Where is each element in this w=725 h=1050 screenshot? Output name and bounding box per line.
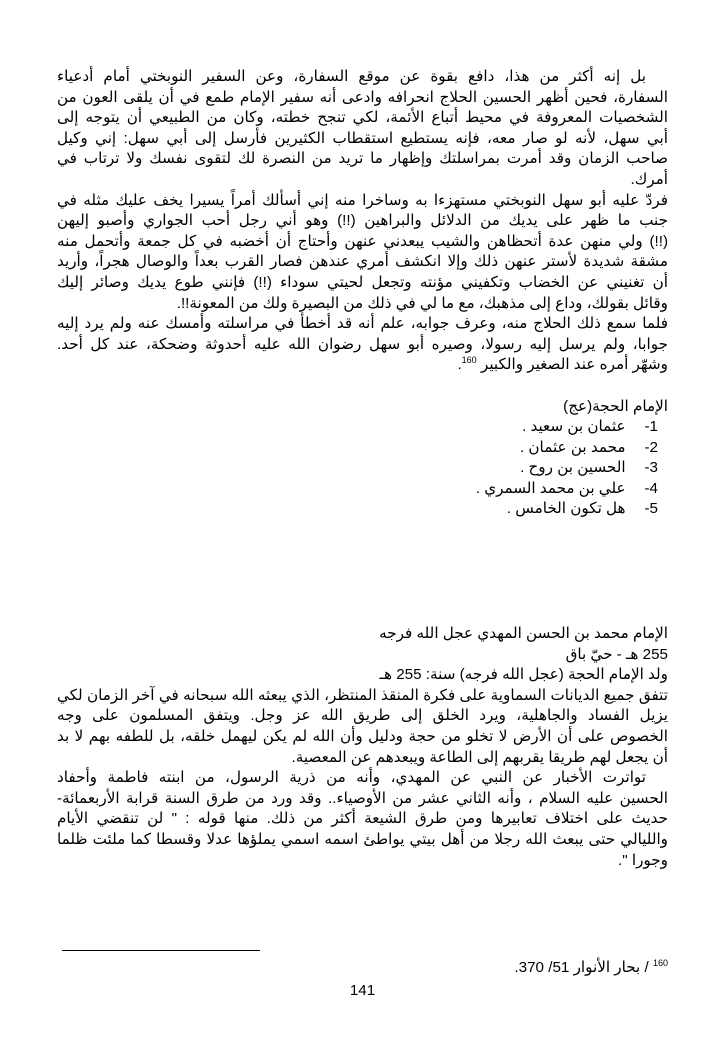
list-text: علي بن محمد السمري .: [475, 479, 626, 497]
list: [57, 417, 668, 520]
list-text: عثمان بن سعيد .: [522, 418, 626, 436]
paragraph-1: [57, 67, 668, 191]
text-line: وقائل بقولك، وداع إلى مذهبك، مع ما لي في ذلك من البصيرة ولك من المعونة!!.: [176, 294, 668, 312]
paragraph-4: [57, 686, 668, 768]
text-line: أمرك.: [630, 170, 668, 188]
text-segment: وشهّر أمره عند الصغير والكبير: [480, 356, 668, 374]
text-line: مشقة شديدة لأستر عنهن ذلك وإلا انكشف أمري عندهن فصار القرب بعداً والوصال هجراً، وأريد: [57, 253, 668, 271]
section-heading: الإمام محمد بن الحسن المهدي عجل الله فرجه: [379, 625, 668, 643]
text-line: والليالي حتى يبعث الله رجلا من أهل بيتي يواطئ اسمه اسمي يملؤها عدلا وقسطا كما ملئت ظلما: [57, 831, 668, 848]
text-line: فردّ عليه أبو سهل النوبختي مستهزءا به وساخرا منه إني أسألك أمراً يسيرا يخف عليك مثله في: [57, 191, 668, 209]
paragraph-2: [57, 191, 668, 315]
text-segment: .: [457, 356, 462, 374]
list-number: -4: [644, 479, 658, 497]
text-line: الشخصيات المعروفة في محيط أتباع الأئمة، لكي تنجح خطته، وكان من الطبيعي أن يتوجه إلى: [57, 109, 668, 127]
text-line: الحسين عليه السلام ، وأنه الثاني عشر من الأوصياء.. وقد ورد من طرق السنة قرابة الأربعمائة-: [57, 789, 668, 807]
list-number: -3: [644, 459, 658, 477]
footnote-reference[interactable]: 160: [461, 355, 477, 366]
text-line: أبي سهل، لأنه لو صار معه، فإنه يستطيع استقطاب الكثيرين فأرسل إلى أبي سهل: إني وكيل: [57, 129, 668, 147]
page-body: [57, 67, 668, 871]
footnote-number: 160: [652, 957, 668, 968]
text-line: أن تغنيني عن الخضاب وتكفيني مؤنته وتجعل لحيتي سوداء (!!) فإنني طوع يديك وصائر إليك: [57, 273, 668, 291]
list-text: الحسين بن روح .: [520, 459, 626, 477]
text-line: الخصوص على أن الأرض لا تخلو من حجة ودليل وأن الله لم يكن ليهمل خلقه، بل للطفه بهم لا بد: [57, 728, 668, 746]
text-line: جوابا، ولم يرسل إليه رسولا، وصيره أبو سهل رضوان الله عليه أحدوثة وضحكة، عند كل أحد.: [57, 335, 668, 353]
list-text: هل تكون الخامس .: [506, 500, 626, 518]
section-header: [57, 624, 668, 686]
text-line: وجورا ".: [618, 851, 668, 869]
text-line: صاحب الزمان وقد أمرت بمراسلتك وإظهار ما تريد من النصرة لك لتقوى نفسك ولا ترتاب في: [57, 150, 668, 168]
list-item: [57, 458, 668, 479]
list-item: [57, 438, 668, 459]
paragraph-3: [57, 314, 668, 376]
footnote-text: / بحار الأنوار 51/ 370.: [514, 959, 649, 976]
successors-list: [57, 397, 668, 521]
paragraph-5: [57, 768, 668, 871]
text-line: حديث على اختلاف تعابيرها ومن طرق الشيعة أكثر من ذلك. منها قوله : " لن تنقضي الأيام: [57, 810, 668, 828]
text-line: أن يجعل لهم طريقا يقربهم إلى الطاعة ويبعدهم عن المعصية.: [291, 748, 668, 766]
text-line: تواترت الأخبار عن النبي عن المهدي، وأنه من ذرية الرسول، من ابنته فاطمة وأحفاد: [57, 769, 646, 787]
text-line: السفارة، فحين أظهر الحسين الحلاج انحرافه وادعى أنه سفير الإمام طمع في أن يلقى العون من: [57, 88, 668, 106]
list-number: -1: [644, 418, 658, 436]
text-line: يزيل الفساد والجاهلية، ويرد الخلق إلى طريق الله عز وجل. ويتفق المسلمون على وجه: [57, 707, 668, 725]
list-item: [57, 499, 668, 520]
list-title: الإمام الحجة(عج): [563, 397, 668, 415]
list-item: [57, 417, 668, 438]
text-line: تتفق جميع الديانات السماوية على فكرة المنقذ المنتظر، الذي يبعثه الله سبحانه في آخر الزمان لكي: [57, 686, 668, 704]
list-text: محمد بن عثمان .: [519, 438, 626, 456]
list-item: [57, 479, 668, 500]
text-line: [57, 355, 668, 376]
footnote: [514, 958, 668, 978]
text-line: بل إنه أكثر من هذا، دافع بقوة عن موقع السفارة، وعن السفير النوبختي أمام أدعياء: [57, 68, 646, 85]
spacer: [57, 376, 668, 397]
text-line: جنب ما ظهر على يديك من الدلائل والبراهين (!!) وهو أني رجل أحب الجواري وأصبو إليهن: [57, 212, 668, 230]
list-number: -5: [644, 500, 658, 518]
footnote-separator: [62, 950, 260, 951]
text-line: (!!) ولي منهن عدة أتحظاهن والشيب يبعدني عنهن وأحتاج أن أخضبه في كل جمعة وأتحمل منه: [57, 232, 668, 250]
section-birth: ولد الإمام الحجة (عجل الله فرجه) سنة: 255 هـ: [379, 666, 668, 684]
page-number: 141: [349, 982, 376, 999]
text-line: فلما سمع ذلك الحلاج منه، وعرف جوابه، علم أنه قد أخطأ في مراسلته وأمسك عنه ولم يرد إليه: [57, 315, 668, 333]
spacer: [57, 520, 668, 624]
section-dates: 255 هـ - حيّ باق: [565, 645, 668, 663]
list-number: -2: [644, 438, 658, 456]
